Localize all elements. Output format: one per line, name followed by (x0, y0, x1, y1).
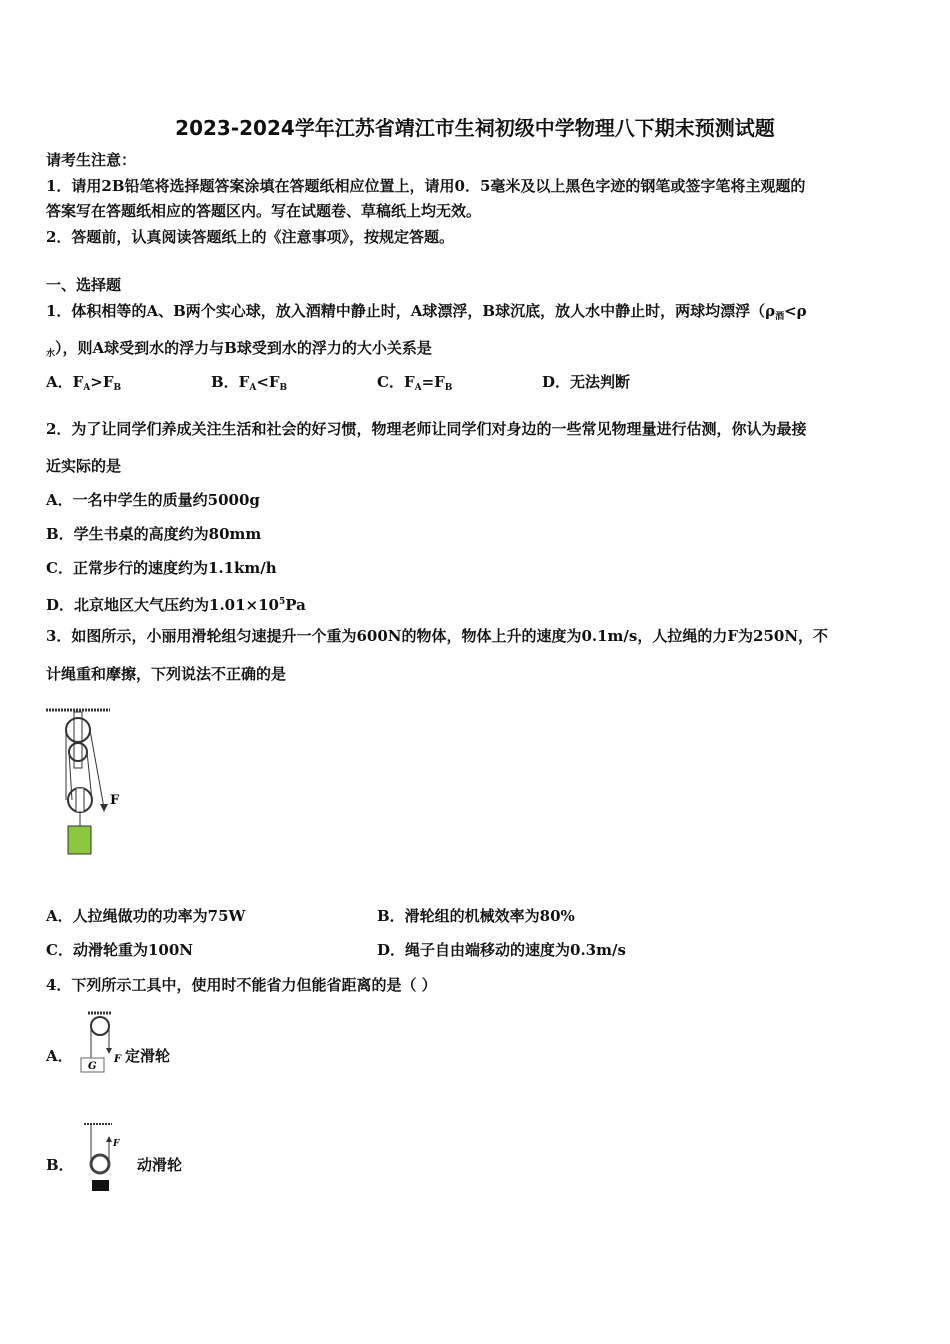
q1-option-b: B．$F_A<F_B$ (211, 373, 288, 393)
question-3: 3．如图所示，小丽用滑轮组匀速提升一个重为600N的物体，物体上升的速度为0.1m/s，人拉绳的力F为250N，不 (46, 627, 829, 645)
q2-option-c: C．正常步行的速度约为1.1km/h (46, 559, 277, 577)
notice-line: 答案写在答题纸相应的答题区内。写在试题卷、草稿纸上均无效。 (46, 202, 482, 220)
q1-text: ），则A球受到水的浮力与B球受到水的浮力的大小关系是 (55, 339, 432, 357)
q1-option-a: A．$F_A>F_B$ (46, 373, 122, 393)
q2-option-d: D．北京地区大气压约为$1.01\times 10^5Pa$ (46, 596, 306, 614)
q1-sub: 水 (46, 349, 56, 359)
fixed-pulley-figure (78, 1010, 128, 1076)
q1-text: 1．体积相等的A、B两个实心球，放入酒精中静止时，A球漂浮，B球沉底，放人水中静止时，两球均漂浮（ρ (46, 302, 776, 320)
force-label: F (114, 1054, 122, 1065)
notice-line: 2．答题前，认真阅读答题纸上的《注意事项》，按规定答题。 (46, 228, 454, 246)
question-2: 2．为了让同学们养成关注生活和社会的好习惯，物理老师让同学们对身边的一些常见物理量进行估测，你认为最接 (46, 420, 807, 438)
force-label: F (110, 793, 120, 808)
q1-option-d: D．无法判断 (542, 373, 631, 391)
section-heading: 一、选择题 (46, 276, 122, 294)
q4-option-a-name: 定滑轮 (125, 1047, 171, 1065)
page-title: 2023-2024学年江苏省靖江市生祠初级中学物理八下期末预测试题 (175, 116, 775, 140)
weight-label: G (88, 1061, 97, 1072)
q3-option-a: A．人拉绳做功的功率为75W (46, 907, 246, 925)
movable-pulley-figure (82, 1120, 132, 1196)
notice-heading: 请考生注意： (46, 151, 137, 169)
pulley-system-figure (44, 704, 134, 866)
question-1 (46, 301, 807, 327)
force-label: F (113, 1139, 120, 1149)
q4-option-b-name: 动滑轮 (137, 1156, 183, 1174)
q3-option-b: B．滑轮组的机械效率为80% (377, 907, 575, 925)
q4-option-a-label: A． (46, 1047, 73, 1065)
question-3-cont: 计绳重和摩擦，下列说法不正确的是 (46, 665, 287, 683)
question-2-cont: 近实际的是 (46, 457, 122, 475)
q3-option-c: C．动滑轮重为100N (46, 941, 193, 959)
q3-option-d: D．绳子自由端移动的速度为0.3m/s (377, 941, 626, 959)
q1-text: <ρ (784, 302, 807, 320)
question-4: 4．下列所示工具中，使用时不能省力但能省距离的是（ ） (46, 976, 437, 994)
notice-line: 1．请用2B铅笔将选择题答案涂填在答题纸相应位置上，请用0．5毫米及以上黑色字迹的钢笔或签字笔将主观题的 (46, 177, 806, 195)
q2-option-a: A．一名中学生的质量约5000g (46, 491, 260, 509)
q1-sub: 酒 (775, 312, 785, 322)
q2-option-b: B．学生书桌的高度约为80mm (46, 525, 262, 543)
q4-option-b-label: B． (46, 1156, 74, 1174)
q1-option-c: C．$F_A=F_B$ (377, 373, 453, 393)
question-1-cont (46, 338, 432, 364)
